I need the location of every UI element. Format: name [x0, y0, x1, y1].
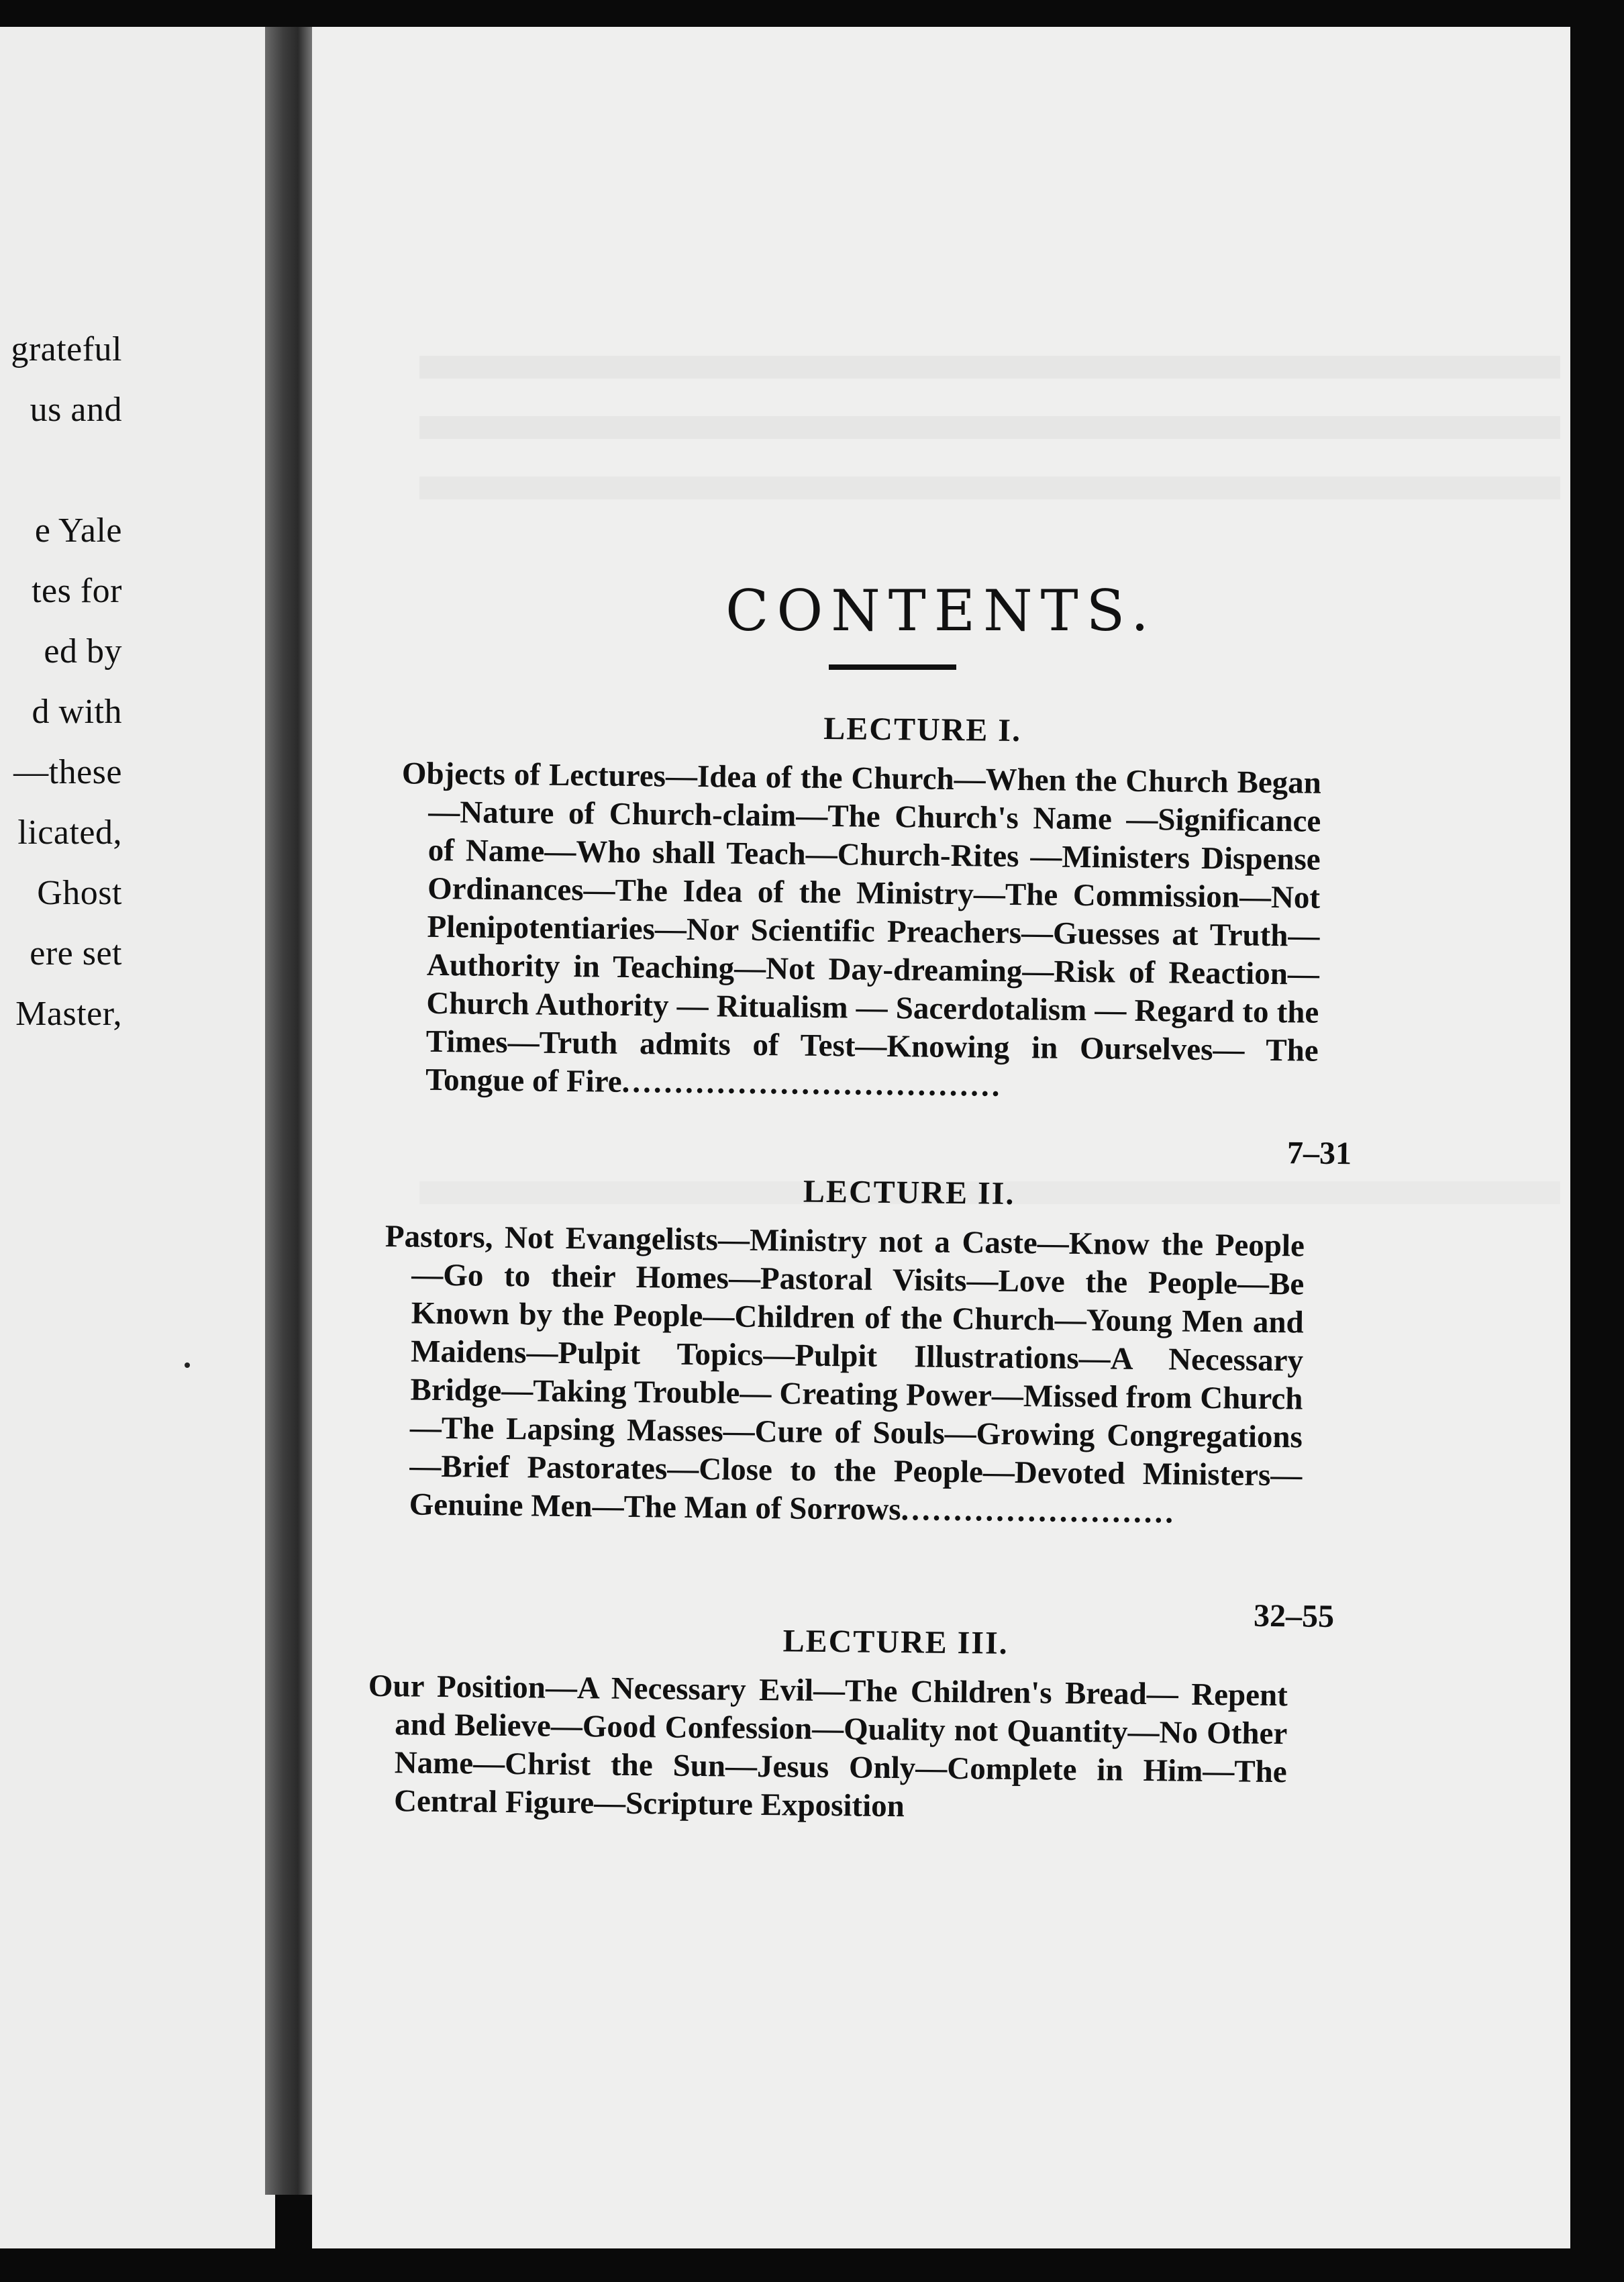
book-gutter	[265, 27, 312, 2195]
lecture-summary	[382, 1218, 1305, 1533]
left-page-line: Ghost	[37, 874, 122, 912]
dot-leader: ..........................	[901, 1492, 1176, 1530]
lecture-heading: LECTURE III.	[782, 1623, 1009, 1661]
lecture-heading: LECTURE I.	[823, 710, 1022, 749]
lecture-summary	[367, 1667, 1288, 1830]
lecture-entry	[312, 1618, 1547, 1832]
lecture-entry	[312, 705, 1547, 1172]
left-page-line: e Yale	[34, 511, 122, 550]
page-range: 7–31	[1286, 1135, 1352, 1172]
page-title: CONTENTS.	[725, 578, 1157, 644]
lecture-heading: LECTURE II.	[803, 1173, 1015, 1211]
lecture-summary	[399, 754, 1321, 1108]
contents-page	[312, 27, 1570, 2248]
ink-speck	[185, 1362, 190, 1368]
title-rule	[829, 664, 956, 670]
left-page-line: licated,	[17, 813, 122, 852]
left-page-line: —these	[13, 753, 122, 791]
page-range: 32–55	[1253, 1597, 1335, 1634]
lecture-entry	[312, 1168, 1547, 1634]
lecture-summary-text: Our Position—A Necessary Evil—The Children's Bread— Repent and Believe—Good Confession—Quality not Quantity—No Other Name—Christ the Sun—Jesus Only—Complete in Him—The Central Figure—Scripture Exposition	[368, 1668, 1288, 1824]
show-through	[419, 416, 1560, 439]
lecture-summary-text: Pastors, Not Evangelists—Ministry not a Caste—Know the People—Go to their Homes—Pastoral Visits—Love the People—Be Known by the People—Children of the Church—Young Men and Maidens—Pulpit Topics—Pulpit Illustrations—A Necessary Bridge—Taking Trouble— Creating Power—Missed from Church—The Lapsing Masses—Cure of Souls—Growing Congregations—Brief Pastorates—Close to the People—Devoted Ministers—Genuine Men—The Man of Sorrows	[385, 1219, 1305, 1528]
lecture-summary-text: Objects of Lectures—Idea of the Church—When the Church Began—Nature of Church-claim—The Church's Name —Significance of Name—Who shall Teach—Church-Rites —Ministers Dispense Ordinances—The Idea of the Ministry—The Commission—Not Plenipotentiaries—Nor Scientific Preachers—Guesses at Truth—Authority in Teaching—Not Day-dreaming—Risk of Reaction—Church Authority — Ritualism — Sacerdotalism — Regard to the Times—Truth admits of Test—Knowing in Ourselves— The Tongue of Fire	[401, 756, 1322, 1099]
left-page-line: tes for	[32, 572, 122, 610]
left-page-line: grateful	[11, 330, 122, 368]
show-through	[419, 356, 1560, 379]
left-page-line: ere set	[30, 934, 122, 973]
show-through	[419, 477, 1560, 499]
left-facing-page	[0, 27, 275, 2248]
left-page-line: Master,	[15, 995, 122, 1033]
left-page-line: us and	[30, 391, 122, 429]
dot-leader: ....................................	[621, 1064, 1003, 1103]
left-page-line: d with	[32, 693, 122, 731]
left-page-line: ed by	[44, 632, 122, 671]
